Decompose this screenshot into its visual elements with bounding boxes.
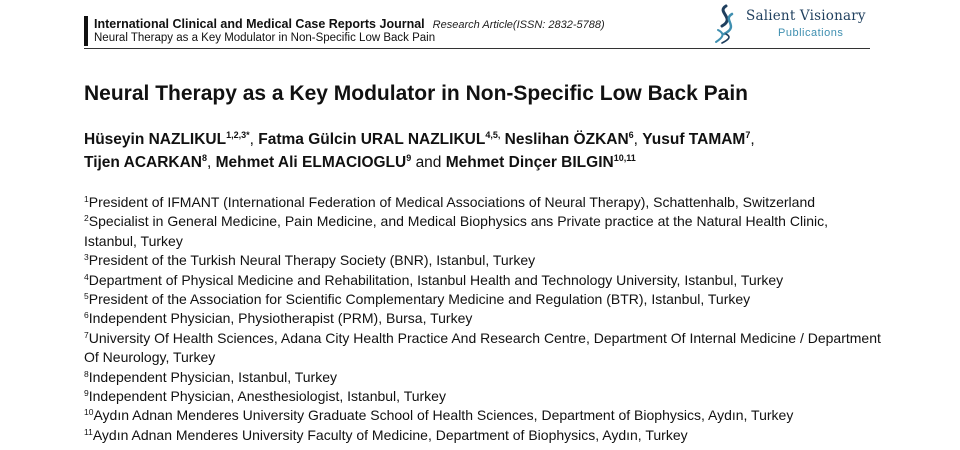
affiliation-item: $^5$President of the Association for Scientific Complementary Medicine and Regulation (BTR), Istanbul, Turkey: [84, 291, 751, 308]
author: Yusuf TAMAM$^7$: [642, 130, 751, 148]
header-divider: [84, 48, 870, 49]
publisher-wave-icon: [712, 4, 742, 44]
author: Mehmet Ali ELMACIOGLU$^9$: [215, 153, 412, 171]
author: Tijen ACARKAN$^8$: [84, 153, 207, 171]
author-separator: ,: [750, 131, 755, 148]
header-accent-bar: [84, 16, 88, 46]
journal-line: [94, 15, 605, 33]
author: Hüseyin $NAZLIKUL^{1,2,3*}$: [84, 130, 250, 148]
journal-name: International Clinical and Medical Case Reports Journal: [94, 17, 425, 31]
affiliation-item: $^{11}$Aydın Adnan Menderes University Faculty of Medicine, Department of Biophysics, Aydın, Turkey: [84, 426, 688, 443]
affiliation-item: $^8$Independent Physician, Istanbul, Turkey: [84, 368, 338, 385]
affiliation-item: $^{10}$Aydın Adnan Menderes University Graduate School of Health Sciences, Department of Biophysics, Aydın, Turkey: [84, 407, 794, 424]
author-list: [84, 128, 884, 174]
running-title: Neural Therapy as a Key Modulator in Non-Specific Low Back Pain: [94, 32, 436, 44]
article-type: Research Article(ISSN: 2832-5788): [432, 19, 605, 31]
affiliation-item: $^1$President of IFMANT (International Federation of Medical Associations of Neural Therapy), Schattenhalb, Switzerland: [84, 194, 816, 210]
affiliation-item: $^3$President of the Turkish Neural Therapy Society (BNR), Istanbul, Turkey: [84, 252, 536, 269]
affiliation-item: $^7$University Of Health Sciences, Adana City Health Practice And Research Centre, Department Of Internal Medicine / Department Of Neurology, Turkey: [84, 329, 881, 366]
author-separator: ,: [633, 131, 643, 148]
affiliation-list: [84, 193, 884, 445]
author: Mehmet Dinçer BILGIN$^{10,11}$: [445, 153, 636, 171]
affiliation-item: $^9$Independent Physician, Anesthesiologist, Istanbul, Turkey: [84, 388, 446, 405]
article-title: Neural Therapy as a Key Modulator in Non-Specific Low Back Pain: [84, 82, 748, 105]
author: Neslihan ÖZKAN$^6$: [504, 130, 634, 148]
publisher-name: Salient Visionary: [746, 8, 866, 24]
author: Fatma Gülcin URAL $NAZLIKUL^{4,5,}$: [258, 130, 501, 148]
author-separator: ,: [207, 154, 216, 171]
affiliation-item: $^2$Specialist in General Medicine, Pain Medicine, and Medical Biophysics ans Private practice at the Natural Health Clinic, Istanbul, Turkey: [84, 213, 828, 249]
affiliation-item: $^4$Department of Physical Medicine and Rehabilitation, Istanbul Health and Technology University, Istanbul, Turkey: [84, 271, 784, 288]
affiliation-item: $^6$Independent Physician, Physiotherapist (PRM), Bursa, Turkey: [84, 310, 473, 327]
authors-and: and: [415, 154, 442, 171]
publisher-logo: [712, 4, 872, 46]
publisher-sub: Publications: [778, 27, 844, 39]
author-separator: ,: [249, 131, 259, 148]
